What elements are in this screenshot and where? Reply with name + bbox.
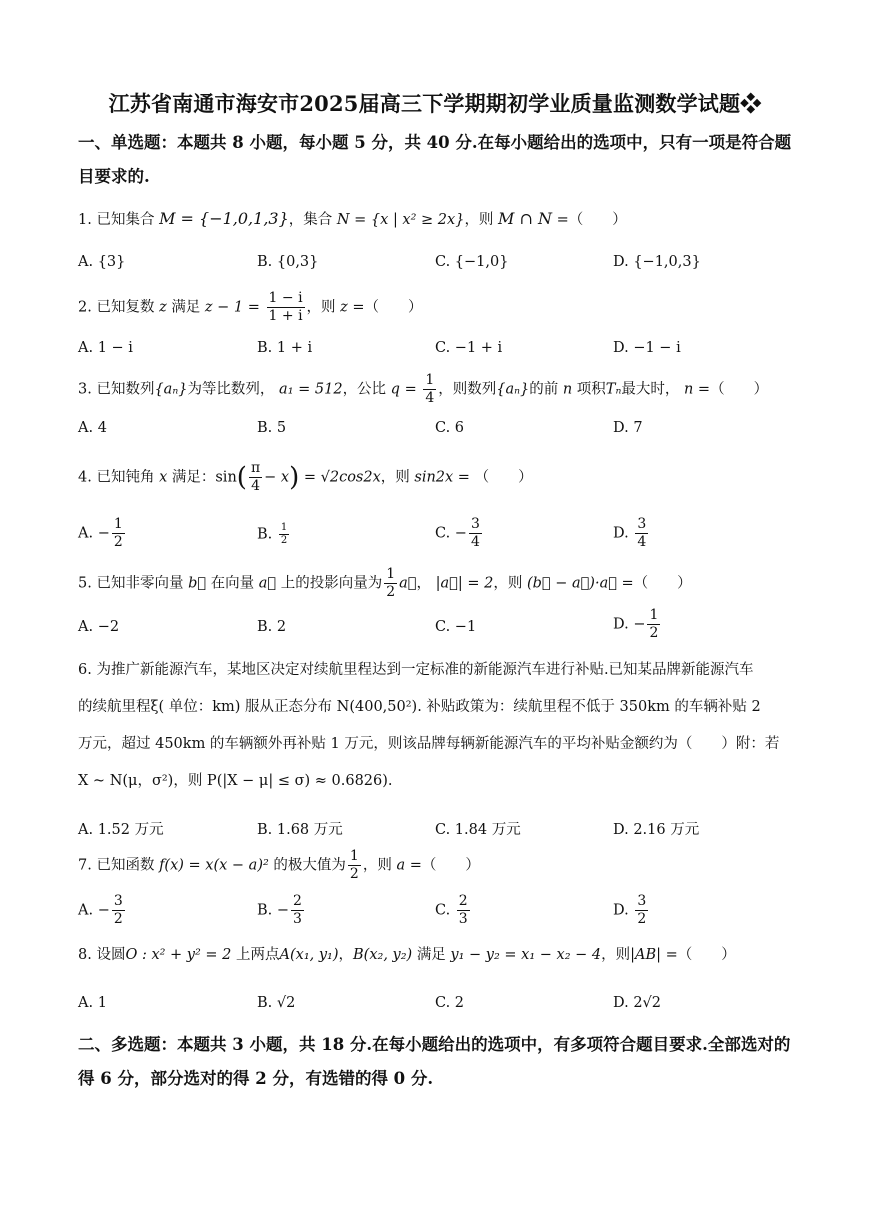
- q1-option-c[interactable]: C. {−1,0}: [435, 254, 509, 270]
- q4-option-d[interactable]: D. $\frac{3}{4}$: [613, 516, 647, 550]
- fraction: $\frac{1 - i}{1 + i}$: [268, 290, 303, 324]
- q5-option-b[interactable]: B. 2: [257, 619, 287, 635]
- question-5: 5. 已知非零向量 b⃗ 在向量 a⃗ 上的投影向量为 $\frac{1}{2}$ a⃗， |a⃗| = 2，则 (b⃗ − a⃗)·a⃗ =（ ）: [78, 566, 692, 600]
- q3-option-b[interactable]: B. 5: [257, 420, 287, 436]
- q7-option-a[interactable]: A. − $\frac{3}{2}$: [78, 893, 123, 927]
- q6-option-a[interactable]: A. 1.52 万元: [78, 822, 164, 838]
- section-heading-single-choice: 一、单选题：本题共 8 小题，每小题 5 分，共 40 分.在每小题给出的选项中，只有一项是符合题目要求的.: [78, 133, 792, 186]
- q5-option-a[interactable]: A. −2: [78, 619, 120, 635]
- q8-option-d[interactable]: D. 2√2: [613, 995, 662, 1011]
- q2-option-d[interactable]: D. −1 − i: [613, 340, 681, 356]
- q1-option-d[interactable]: D. {−1,0,3}: [613, 254, 701, 270]
- q3-option-a[interactable]: A. 4: [78, 420, 107, 436]
- q5-option-c[interactable]: C. −1: [435, 619, 477, 635]
- q2-option-b[interactable]: B. 1 + i: [257, 340, 313, 356]
- page-title: 江苏省南通市海安市2025届高三下学期期初学业质量监测数学试题❖: [108, 91, 762, 116]
- q7-option-c[interactable]: C. $\frac{2}{3}$: [435, 893, 468, 927]
- fraction: $\frac{\pi}{4}$: [250, 460, 261, 494]
- section-heading-multi-choice: 二、多选题：本题共 3 小题，共 18 分.在每小题给出的选项中，有多项符合题目要求.全部选对的得 6 分，部分选对的得 2 分，有选错的得 0 分.: [78, 1035, 791, 1088]
- q6-option-b[interactable]: B. 1.68 万元: [257, 822, 343, 838]
- q6-option-c[interactable]: C. 1.84 万元: [435, 822, 521, 838]
- q5-option-d[interactable]: D. − $\frac{1}{2}$: [613, 607, 659, 641]
- q4-option-c[interactable]: C. − $\frac{3}{4}$: [435, 516, 480, 550]
- q1-option-b[interactable]: B. {0,3}: [257, 254, 319, 270]
- question-1: 1. 已知集合 M = {−1,0,1,3}，集合 N = {x | x² ≥ 2x}，则 M ∩ N =（ ）: [78, 209, 627, 228]
- q2-option-c[interactable]: C. −1 + i: [435, 340, 503, 356]
- question-7: 7. 已知函数 f(x) = x(x − a)² 的极大值为 $\frac{1}{2}$ ，则 a =（ ）: [78, 848, 480, 882]
- q3-option-d[interactable]: D. 7: [613, 420, 643, 436]
- q8-option-b[interactable]: B. √2: [257, 995, 296, 1011]
- q8-option-a[interactable]: A. 1: [78, 995, 107, 1011]
- fraction: $\frac{1}{2}$: [386, 566, 396, 600]
- left-paren: (: [236, 462, 247, 493]
- q4-option-a[interactable]: A. − $\frac{1}{2}$: [78, 516, 123, 550]
- q4-option-b[interactable]: B. $\frac{1}{2}$: [257, 522, 288, 546]
- question-6: 6. 为推广新能源汽车，某地区决定对续航里程达到一定标准的新能源汽车进行补贴.已知某品牌新能源汽车 的续航里程ξ( 单位：km) 服从正态分布 N(400,50²). 补贴政策为：续航里程不低于 350km 的车辆补贴 2 万元，超过 450km 的车辆额外再补贴 1 万元，则该品牌每辆新能源汽车的平均补贴金额约为（ ）附：若 X ~ N(μ，σ²)，则 P(|X − μ| ≤ σ) ≈ 0.6826).: [78, 662, 780, 789]
- question-4: 4. 已知钝角 x 满足：sin( $\frac{\pi}{4}$ − x) = √2cos2x，则 sin2x = （ ）: [78, 460, 533, 494]
- q8-option-c[interactable]: C. 2: [435, 995, 465, 1011]
- q1-option-a[interactable]: A. {3}: [78, 254, 126, 270]
- fraction: $\frac{1}{4}$: [425, 372, 435, 406]
- q3-option-c[interactable]: C. 6: [435, 420, 465, 436]
- q7-option-d[interactable]: D. $\frac{3}{2}$: [613, 893, 647, 927]
- q6-option-d[interactable]: D. 2.16 万元: [613, 822, 700, 838]
- right-paren: ): [289, 462, 300, 493]
- question-8: 8. 设圆O : x² + y² = 2 上两点A(x₁, y₁)，B(x₂, y₂) 满足 y₁ − y₂ = x₁ − x₂ − 4，则|AB| =（ ）: [78, 947, 736, 963]
- q2-option-a[interactable]: A. 1 − i: [78, 340, 133, 356]
- question-2: 2. 已知复数 z 满足 z − 1 = $\frac{1 - i}{1 + i}$ ，则 z =（ ）: [78, 290, 423, 324]
- q7-option-b[interactable]: B. − $\frac{2}{3}$: [257, 893, 302, 927]
- fraction: $\frac{1}{2}$: [349, 848, 359, 882]
- question-3: 3. 已知数列{aₙ}为等比数列， a₁ = 512，公比 q = $\frac{1}{4}$ ，则数列{aₙ}的前 n 项积Tₙ最大时， n =（ ）: [78, 372, 769, 406]
